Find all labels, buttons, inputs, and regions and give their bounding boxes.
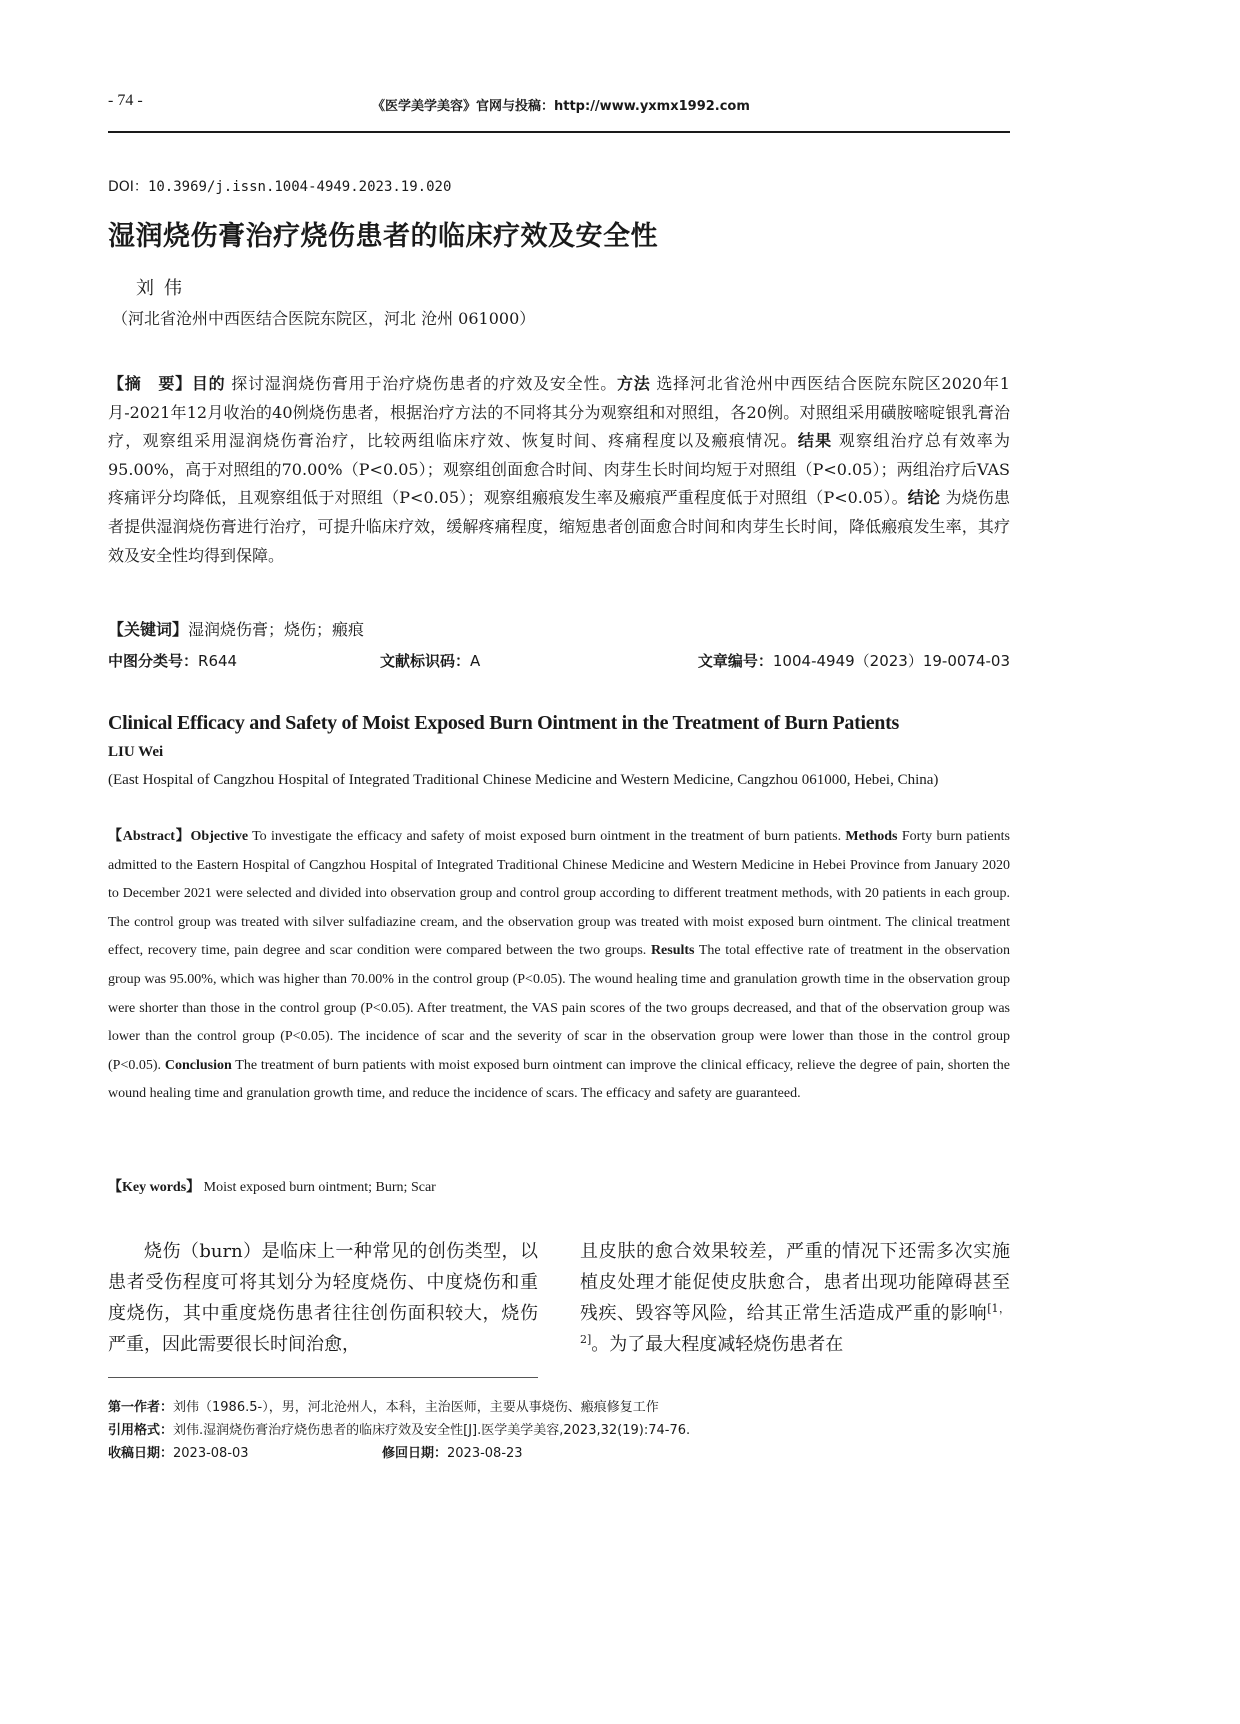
keywords-cn <box>108 617 364 640</box>
received-label: 收稿日期： <box>108 1446 174 1461</box>
revised-label: 修回日期： <box>382 1446 448 1461</box>
keywords-cn-value: 湿润烧伤膏；烧伤；瘢痕 <box>188 620 365 639</box>
clc-value: R644 <box>198 652 238 670</box>
doi-value: 10.3969/j.issn.1004-4949.2023.19.020 <box>147 179 452 195</box>
objective-cn-label: 目的 <box>191 374 226 393</box>
citation-format-value: 刘伟.湿润烧伤膏治疗烧伤患者的临床疗效及安全性[J].医学美学美容,2023,32(19):74-76. <box>173 1423 691 1438</box>
results-en: The total effective rate of treatment in the observation group was 95.00%, which was higher than 70.00% in the control group (P<0.05). The wound healing time and granulation growth time in the observation group were shorter than those in the control group (P<0.05). After treatment, the VAS pain scores of the two groups decreased, and that of the observation group was lower than the control group (P<0.05). The incidence of scar and the severity of scar in the observation group were lower than those in the control group (P<0.05). <box>108 943 1010 1073</box>
body-column-left: 烧伤（burn）是临床上一种常见的创伤类型，以患者受伤程度可将其划分为轻度烧伤、中度烧伤和重度烧伤，其中重度烧伤患者往往创伤面积较大，烧伤严重，因此需要很长时间治愈， <box>108 1241 538 1355</box>
footnote-rule <box>108 1377 538 1378</box>
keywords-en <box>108 1176 436 1196</box>
footnote-dates <box>108 1442 608 1461</box>
keywords-en-label: 【Key words】 <box>108 1180 201 1195</box>
article-number-label: 文章编号： <box>697 652 773 670</box>
conclusion-en-label: Conclusion <box>164 1057 232 1073</box>
objective-en-label: Objective <box>190 829 249 844</box>
received-value: 2023-08-03 <box>173 1446 249 1461</box>
keywords-en-value: Moist exposed burn ointment; Burn; Scar <box>200 1180 436 1195</box>
page-number: - 74 - <box>108 92 143 109</box>
running-header: 《医学美学美容》官网与投稿：http://www.yxmx1992.com <box>372 99 750 114</box>
first-author-label: 第一作者： <box>108 1400 174 1415</box>
doi-label: DOI： <box>108 179 148 195</box>
article-number-value: 1004-4949（2023）19-0074-03 <box>772 652 1010 670</box>
objective-en: To investigate the efficacy and safety of moist exposed burn ointment in the treatment of burn patients. <box>248 829 846 844</box>
citation-format-label: 引用格式： <box>108 1423 174 1438</box>
article-title-en: Clinical Efficacy and Safety of Moist Exposed Burn Ointment in the Treatment of Burn Patients <box>108 712 899 734</box>
results-cn: 观察组治疗总有效率为95.00%，高于对照组的70.00%（P<0.05）；观察组创面愈合时间、肉芽生长时间均短于对照组（P<0.05）；两组治疗后VAS疼痛评分均降低，且观察组低于对照组（P<0.05）；观察组瘢痕发生率及瘢痕严重程度低于对照组（P<0.05）。 <box>108 431 1010 508</box>
results-en-label: Results <box>650 943 695 959</box>
article-number <box>698 650 1010 671</box>
conclusion-en: The treatment of burn patients with moist exposed burn ointment can improve the clinical efficacy, relieve the degree of pain, shorten the wound healing time and granulation growth time, and reduce the incidence of scars. The efficacy and safety are guaranteed. <box>108 1057 1010 1102</box>
methods-en: Forty burn patients admitted to the Eastern Hospital of Cangzhou Hospital of Integrated Traditional Chinese Medicine and Western Medicine in Hebei Province from January 2020 to December 2021 were selected and divided into observation group and control group according to different treatment methods, with 20 patients in each group. The control group was treated with silver sulfadiazine cream, and the observation group was treated with moist exposed burn ointment. The clinical treatment effect, recovery time, pain degree and scar condition were compared between the two groups. <box>108 829 1010 959</box>
citation-ref: [1，2] <box>580 1302 1011 1346</box>
author-en: LIU Wei <box>108 744 164 760</box>
doi-line <box>108 176 451 196</box>
affiliation-cn: （河北省沧州中西医结合医院东院区，河北 沧州 061000） <box>112 309 536 328</box>
methods-en-label: Methods <box>845 829 898 844</box>
header-rule <box>108 131 1010 133</box>
footnote-citation <box>108 1419 690 1438</box>
keywords-cn-label: 【关键词】 <box>108 620 189 639</box>
abstract-en <box>108 823 1010 1109</box>
revised-value: 2023-08-23 <box>447 1446 523 1461</box>
clc-number <box>108 650 237 671</box>
first-author-value: 刘伟（1986.5-），男，河北沧州人，本科，主治医师，主要从事烧伤、瘢痕修复工作 <box>173 1400 659 1415</box>
abstract-cn-label: 【摘 要】 <box>108 374 192 393</box>
revised-date <box>382 1442 523 1461</box>
article-title-cn: 湿润烧伤膏治疗烧伤患者的临床疗效及安全性 <box>108 221 658 252</box>
body-right-text: 且皮肤的愈合效果较差，严重的情况下还需多次实施植皮处理才能促使皮肤愈合，患者出现功能障碍甚至残疾、毁容等风险，给其正常生活造成严重的影响 <box>580 1241 1010 1324</box>
methods-cn-label: 方法 <box>617 374 651 393</box>
conclusion-cn: 为烧伤患者提供湿润烧伤膏进行治疗，可提升临床疗效，缓解疼痛程度，缩短患者创面愈合时间和肉芽生长时间，降低瘢痕发生率，其疗效及安全性均得到保障。 <box>108 488 1010 565</box>
author-cn: 刘伟 <box>136 278 192 299</box>
received-date <box>108 1446 249 1461</box>
results-cn-label: 结果 <box>797 431 833 451</box>
document-code <box>380 650 480 671</box>
objective-cn: 探讨湿润烧伤膏用于治疗烧伤患者的疗效及安全性。 <box>225 374 617 393</box>
clc-label: 中图分类号： <box>108 652 199 670</box>
document-code-value: A <box>470 652 481 670</box>
conclusion-cn-label: 结论 <box>907 488 941 508</box>
body-column-right <box>580 1236 1010 1360</box>
abstract-en-label: 【Abstract】 <box>108 829 191 844</box>
affiliation-en: (East Hospital of Cangzhou Hospital of Integrated Traditional Chinese Medicine and Western Medicine, Cangzhou 061000, Hebei, China) <box>108 772 939 788</box>
abstract-cn <box>108 370 1010 570</box>
document-code-label: 文献标识码： <box>380 652 471 670</box>
body-right-text-continued: 。为了最大程度减轻烧伤患者在 <box>591 1334 844 1355</box>
footnote-first-author <box>108 1396 659 1415</box>
methods-cn: 选择河北省沧州中西医结合医院东院区2020年1月-2021年12月收治的40例烧伤患者，根据治疗方法的不同将其分为观察组和对照组，各20例。对照组采用磺胺嘧啶银乳膏治疗，观察组采用湿润烧伤膏治疗，比较两组临床疗效、恢复时间、疼痛程度以及瘢痕情况。 <box>108 374 1010 451</box>
